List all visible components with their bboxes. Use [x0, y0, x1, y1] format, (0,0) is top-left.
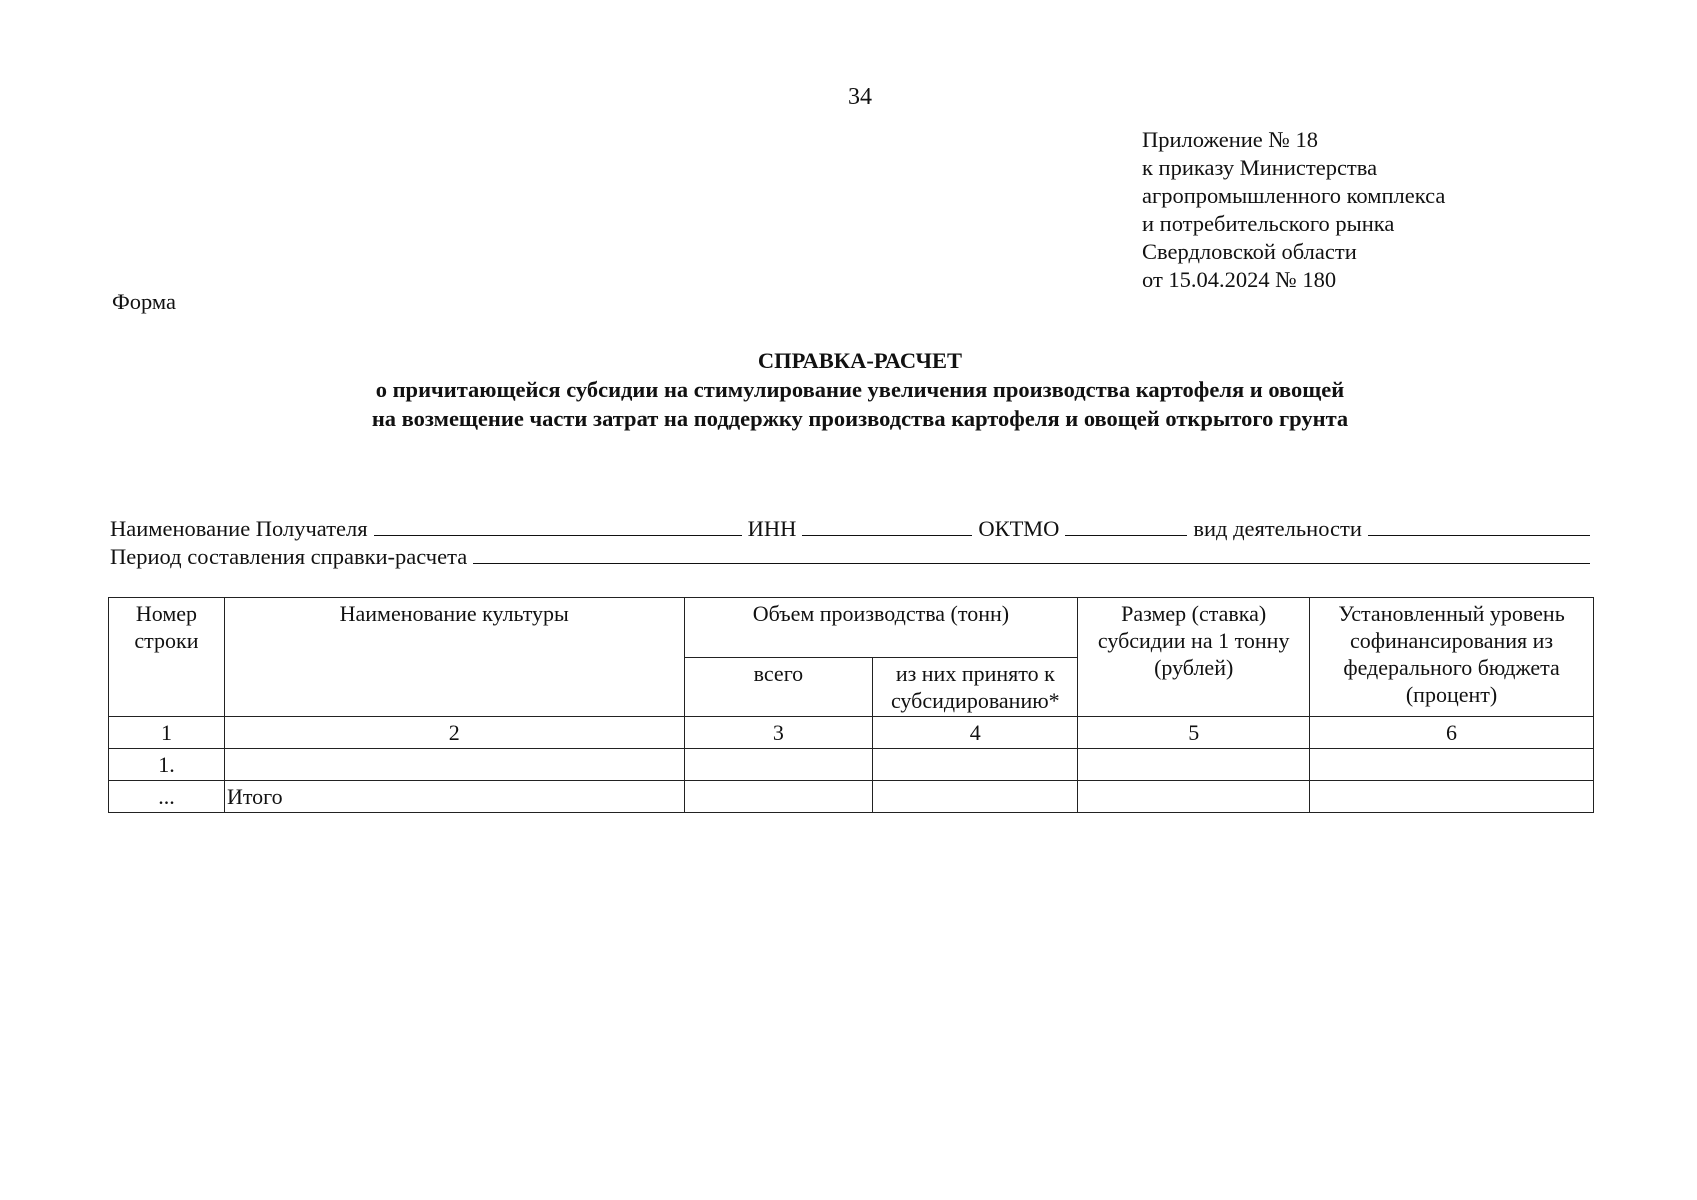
inn-blank[interactable] [802, 515, 972, 536]
cofinancing-cell[interactable] [1310, 781, 1594, 813]
activity-label: вид деятельности [1193, 516, 1362, 541]
volume-accepted-cell[interactable] [873, 781, 1078, 813]
title-line-2: на возмещение части затрат на поддержку производства картофеля и овощей открытого грунта [371, 406, 1349, 431]
column-number: 1 [109, 717, 225, 749]
header-volume-accepted: из них принято к субсидированию* [873, 658, 1078, 717]
recipient-line [110, 515, 1590, 543]
header-volume-total: всего [684, 658, 873, 717]
column-number: 4 [873, 717, 1078, 749]
oktmo-blank[interactable] [1065, 515, 1187, 536]
appendix-line: агропромышленного комплекса [1142, 183, 1446, 208]
header-volume: Объем производства (тонн) [684, 598, 1078, 658]
appendix-block [1142, 126, 1445, 294]
column-number: 2 [224, 717, 684, 749]
header-crop-name: Наименование культуры [224, 598, 684, 717]
row-number-cell: ... [109, 781, 225, 813]
recipient-label: Наименование Получателя [110, 516, 368, 541]
header-cofinancing: Установленный уровень софинансирования из федерального бюджета (процент) [1310, 598, 1594, 717]
appendix-line: и потребительского рынка [1142, 211, 1395, 236]
header-row-number: Номер строки [109, 598, 225, 717]
crop-name-cell[interactable] [224, 749, 684, 781]
volume-accepted-cell[interactable] [873, 749, 1078, 781]
cofinancing-cell[interactable] [1310, 749, 1594, 781]
oktmo-label: ОКТМО [978, 516, 1060, 541]
total-label-cell: Итого [224, 781, 684, 813]
form-fields [110, 515, 1590, 571]
volume-total-cell[interactable] [684, 781, 873, 813]
appendix-line: к приказу Министерства [1142, 155, 1378, 180]
appendix-line: Приложение № 18 [1142, 127, 1318, 152]
document-title [0, 346, 1697, 433]
table-header-row [109, 598, 1594, 658]
table-row [109, 749, 1594, 781]
inn-label: ИНН [747, 516, 797, 541]
appendix-line: Свердловской области [1142, 239, 1357, 264]
column-number: 6 [1310, 717, 1594, 749]
title-heading: СПРАВКА-РАСЧЕТ [757, 348, 963, 373]
column-number: 3 [684, 717, 873, 749]
recipient-blank[interactable] [374, 515, 742, 536]
row-number-cell: 1. [109, 749, 225, 781]
calculation-table [108, 597, 1594, 813]
column-number: 5 [1078, 717, 1310, 749]
appendix-line: от 15.04.2024 № 180 [1142, 267, 1337, 292]
period-line [110, 543, 1590, 571]
table-row-total [109, 781, 1594, 813]
title-line-1: о причитающейся субсидии на стимулирование увеличения производства картофеля и овощей [375, 377, 1345, 402]
period-blank[interactable] [473, 543, 1590, 564]
rate-cell[interactable] [1078, 781, 1310, 813]
period-label: Период составления справки-расчета [110, 544, 468, 569]
column-number-row [109, 717, 1594, 749]
activity-blank[interactable] [1368, 515, 1590, 536]
page-number: 34 [848, 84, 872, 110]
rate-cell[interactable] [1078, 749, 1310, 781]
form-label: Форма [112, 289, 177, 314]
header-rate: Размер (ставка) субсидии на 1 тонну (рублей) [1078, 598, 1310, 717]
volume-total-cell[interactable] [684, 749, 873, 781]
